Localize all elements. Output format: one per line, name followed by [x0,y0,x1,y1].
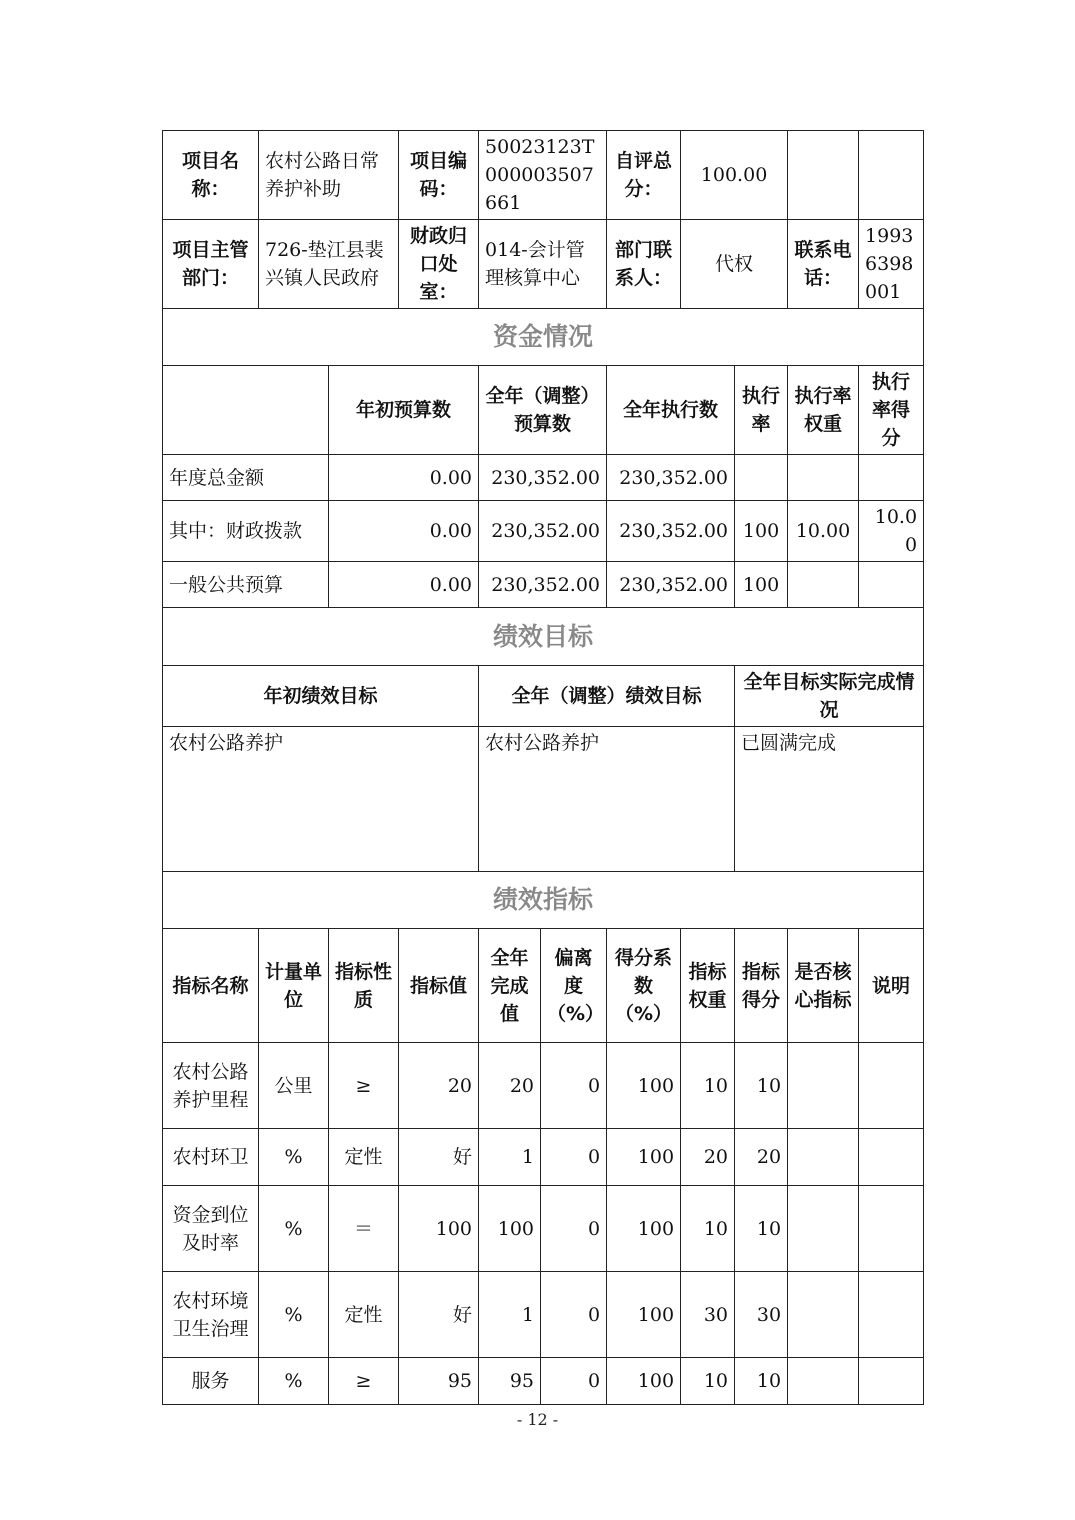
ind-core [788,1272,859,1358]
ind-weight: 10 [681,1043,735,1129]
funds-row [163,455,924,501]
ind-header: 指标得分 [735,929,788,1043]
funds-title: 资金情况 [163,309,924,366]
ind-nature: ＝ [329,1186,399,1272]
ind-deviation: 0 [541,1272,607,1358]
project-code-label: 项目编码： [399,131,479,220]
ind-score: 10 [735,1358,788,1405]
ind-name: 农村公路养护里程 [163,1043,259,1129]
indicator-row [163,1186,924,1272]
ind-target: 20 [399,1043,479,1129]
ind-note [859,1272,924,1358]
funds-initial: 0.00 [329,562,479,608]
ind-header: 指标性质 [329,929,399,1043]
ind-actual: 100 [479,1186,541,1272]
ind-weight: 10 [681,1358,735,1405]
project-code: 50023123T000003507661 [479,131,607,220]
ind-unit: % [259,1358,329,1405]
header-row-2 [163,220,924,309]
phone: 19936398001 [859,220,924,309]
funds-adjusted: 230,352.00 [479,501,607,562]
ind-nature: ≥ [329,1358,399,1405]
ind-name: 农村环卫 [163,1129,259,1186]
indicators-section [163,872,924,929]
ind-note [859,1129,924,1186]
funds-section [163,309,924,366]
ind-name: 资金到位及时率 [163,1186,259,1272]
funds-header-rate: 执行率 [735,366,788,455]
ind-core [788,1043,859,1129]
ind-header: 偏离度（%） [541,929,607,1043]
funds-executed: 230,352.00 [607,455,735,501]
ind-target: 好 [399,1272,479,1358]
ind-coef: 100 [607,1043,681,1129]
ind-nature: 定性 [329,1129,399,1186]
ind-unit: % [259,1186,329,1272]
funds-adjusted: 230,352.00 [479,455,607,501]
goal-adjusted: 农村公路养护 [479,727,735,872]
funds-weight [788,562,859,608]
ind-name: 农村环境卫生治理 [163,1272,259,1358]
ind-target: 好 [399,1129,479,1186]
finance-label: 财政归口处室： [399,220,479,309]
contact: 代权 [681,220,788,309]
funds-header-executed: 全年执行数 [607,366,735,455]
ind-score: 30 [735,1272,788,1358]
goals-header-actual: 全年目标实际完成情况 [735,666,924,727]
ind-weight: 20 [681,1129,735,1186]
indicator-row [163,1272,924,1358]
ind-score: 20 [735,1129,788,1186]
finance: 014-会计管理核算中心 [479,220,607,309]
funds-initial: 0.00 [329,501,479,562]
performance-form [162,130,924,1405]
ind-header: 说明 [859,929,924,1043]
ind-header: 指标名称 [163,929,259,1043]
project-name: 农村公路日常养护补助 [259,131,399,220]
page-number: - 12 - [516,1410,559,1429]
ind-actual: 95 [479,1358,541,1405]
ind-header: 计量单位 [259,929,329,1043]
goals-section [163,608,924,666]
dept: 726-垫江县裴兴镇人民政府 [259,220,399,309]
funds-row [163,501,924,562]
ind-core [788,1129,859,1186]
ind-name: 服务 [163,1358,259,1405]
funds-row-label: 一般公共预算 [163,562,329,608]
ind-note [859,1186,924,1272]
funds-row-label: 年度总金额 [163,455,329,501]
indicator-row [163,1129,924,1186]
funds-rate: 100 [735,501,788,562]
ind-unit: % [259,1272,329,1358]
contact-label: 部门联系人： [607,220,681,309]
self-score: 100.00 [681,131,788,220]
funds-score [859,562,924,608]
ind-score: 10 [735,1043,788,1129]
ind-coef: 100 [607,1272,681,1358]
funds-score: 10.00 [859,501,924,562]
ind-deviation: 0 [541,1043,607,1129]
ind-actual: 1 [479,1272,541,1358]
goals-header-adjusted: 全年（调整）绩效目标 [479,666,735,727]
funds-initial: 0.00 [329,455,479,501]
funds-adjusted: 230,352.00 [479,562,607,608]
funds-executed: 230,352.00 [607,501,735,562]
ind-nature: 定性 [329,1272,399,1358]
indicator-row [163,1043,924,1129]
ind-target: 100 [399,1186,479,1272]
funds-row-label: 其中：财政拨款 [163,501,329,562]
project-name-label: 项目名称： [163,131,259,220]
header-row-1 [163,131,924,220]
indicator-row [163,1358,924,1405]
ind-deviation: 0 [541,1358,607,1405]
ind-unit: % [259,1129,329,1186]
funds-weight [788,455,859,501]
ind-deviation: 0 [541,1129,607,1186]
ind-header: 指标值 [399,929,479,1043]
goals-row [163,727,924,872]
ind-coef: 100 [607,1186,681,1272]
funds-rate: 100 [735,562,788,608]
ind-actual: 20 [479,1043,541,1129]
goal-actual: 已圆满完成 [735,727,924,872]
funds-score [859,455,924,501]
ind-note [859,1043,924,1129]
goals-header-row [163,666,924,727]
self-score-label: 自评总分： [607,131,681,220]
ind-deviation: 0 [541,1186,607,1272]
ind-header: 得分系数（%） [607,929,681,1043]
funds-executed: 230,352.00 [607,562,735,608]
ind-core [788,1358,859,1405]
ind-coef: 100 [607,1358,681,1405]
blank-cell [788,131,859,220]
ind-weight: 30 [681,1272,735,1358]
goals-title: 绩效目标 [163,608,924,666]
ind-score: 10 [735,1186,788,1272]
funds-header-initial: 年初预算数 [329,366,479,455]
goal-initial: 农村公路养护 [163,727,479,872]
ind-target: 95 [399,1358,479,1405]
ind-weight: 10 [681,1186,735,1272]
goals-header-initial: 年初绩效目标 [163,666,479,727]
ind-unit: 公里 [259,1043,329,1129]
funds-row [163,562,924,608]
dept-label: 项目主管部门： [163,220,259,309]
indicators-title: 绩效指标 [163,872,924,929]
funds-header-adjusted: 全年（调整）预算数 [479,366,607,455]
ind-header: 全年完成值 [479,929,541,1043]
ind-header: 指标权重 [681,929,735,1043]
ind-nature: ≥ [329,1043,399,1129]
funds-header-score: 执行率得分 [859,366,924,455]
funds-weight: 10.00 [788,501,859,562]
ind-note [859,1358,924,1405]
indicators-header-row [163,929,924,1043]
ind-header: 是否核心指标 [788,929,859,1043]
funds-header-weight: 执行率权重 [788,366,859,455]
phone-label: 联系电话： [788,220,859,309]
ind-coef: 100 [607,1129,681,1186]
ind-core [788,1186,859,1272]
funds-header-blank [163,366,329,455]
funds-header-row [163,366,924,455]
blank-cell [859,131,924,220]
ind-actual: 1 [479,1129,541,1186]
funds-rate [735,455,788,501]
